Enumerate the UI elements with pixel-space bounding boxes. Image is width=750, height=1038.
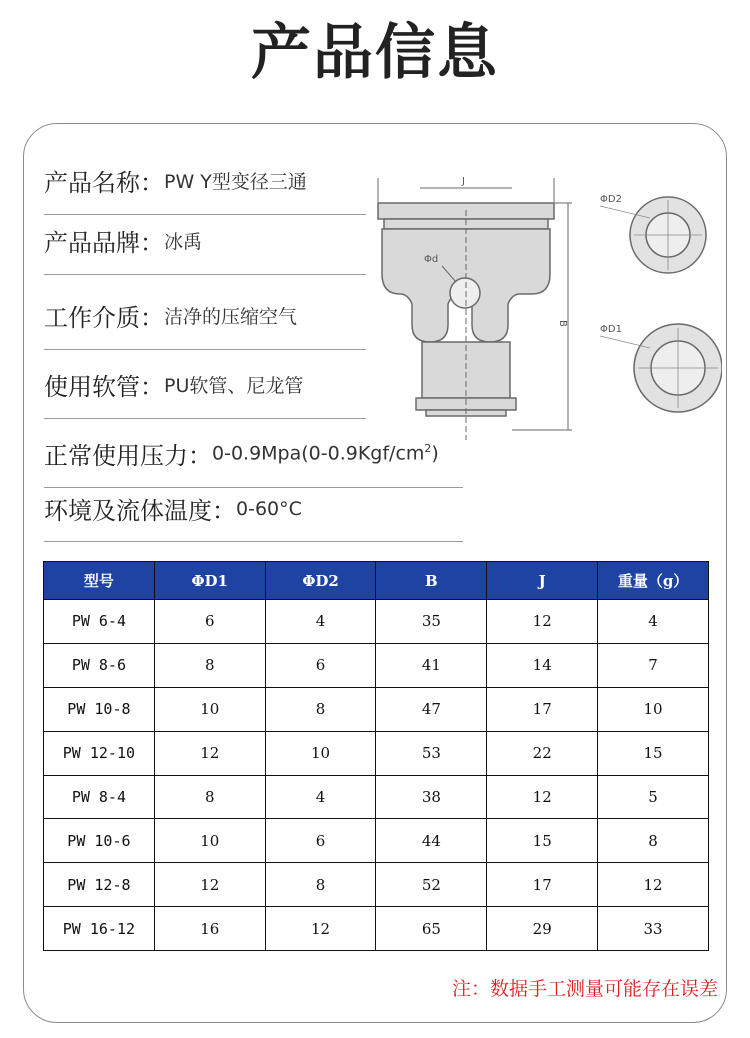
cell-j: 14 bbox=[487, 643, 598, 687]
end-view-d1-label: ΦD1 bbox=[600, 324, 622, 335]
cell-weight: 4 bbox=[598, 600, 709, 644]
cell-j: 15 bbox=[487, 819, 598, 863]
cell-weight: 7 bbox=[598, 643, 709, 687]
info-row-medium bbox=[44, 282, 366, 350]
table-row bbox=[44, 731, 709, 775]
info-label: 环境及流体温度： bbox=[44, 497, 236, 525]
bore-circle bbox=[450, 278, 480, 308]
column-header-d2: ΦD2 bbox=[265, 562, 376, 600]
info-row-hose bbox=[44, 351, 366, 419]
dim-j-label: J bbox=[462, 176, 465, 187]
cell-model: PW 10-6 bbox=[44, 819, 155, 863]
cell-d2: 6 bbox=[265, 643, 376, 687]
table-row bbox=[44, 819, 709, 863]
technical-drawing bbox=[372, 170, 722, 450]
cell-d2: 12 bbox=[265, 907, 376, 951]
info-value: 洁净的压缩空气 bbox=[164, 306, 298, 328]
cell-b: 52 bbox=[376, 863, 487, 907]
table-header-row bbox=[44, 562, 709, 600]
end-view-d2-label: ΦD2 bbox=[600, 194, 622, 205]
cell-d1: 10 bbox=[154, 687, 265, 731]
cell-model: PW 12-10 bbox=[44, 731, 155, 775]
disclaimer-note: 注：数据手工测量可能存在误差 bbox=[451, 978, 718, 1000]
info-row-temperature bbox=[44, 476, 463, 542]
cell-weight: 15 bbox=[598, 731, 709, 775]
column-header-d1: ΦD1 bbox=[154, 562, 265, 600]
cell-d1: 12 bbox=[154, 863, 265, 907]
table-row bbox=[44, 775, 709, 819]
cell-d2: 8 bbox=[265, 863, 376, 907]
cell-d1: 10 bbox=[154, 819, 265, 863]
info-value: $0-0.9Mpa(0-0.9Kgf/cm^2)$ bbox=[212, 442, 439, 465]
cell-d1: 6 bbox=[154, 600, 265, 644]
info-row-name bbox=[44, 147, 366, 215]
info-label: 正常使用压力： bbox=[44, 442, 212, 470]
column-header-weight: 重量（g） bbox=[598, 562, 709, 600]
cell-j: 29 bbox=[487, 907, 598, 951]
table-row bbox=[44, 643, 709, 687]
info-value: PU软管、尼龙管 bbox=[164, 375, 304, 397]
cell-d1: 8 bbox=[154, 643, 265, 687]
cell-model: PW 8-4 bbox=[44, 775, 155, 819]
column-header-j: J bbox=[487, 562, 598, 600]
cell-d2: 4 bbox=[265, 775, 376, 819]
cell-b: 35 bbox=[376, 600, 487, 644]
cell-b: 44 bbox=[376, 819, 487, 863]
cell-d1: 8 bbox=[154, 775, 265, 819]
cell-weight: 33 bbox=[598, 907, 709, 951]
cell-d2: 4 bbox=[265, 600, 376, 644]
page-title: 产品信息 bbox=[251, 18, 499, 88]
cell-d2: 6 bbox=[265, 819, 376, 863]
cell-b: 41 bbox=[376, 643, 487, 687]
table-row bbox=[44, 687, 709, 731]
cell-weight: 12 bbox=[598, 863, 709, 907]
spec-table bbox=[43, 561, 709, 951]
cell-j: 12 bbox=[487, 775, 598, 819]
cell-b: 47 bbox=[376, 687, 487, 731]
cell-model: PW 10-8 bbox=[44, 687, 155, 731]
info-value: 0-60°C bbox=[236, 497, 302, 520]
cell-d2: 8 bbox=[265, 687, 376, 731]
table-row bbox=[44, 907, 709, 951]
cell-j: 17 bbox=[487, 687, 598, 731]
table-row bbox=[44, 600, 709, 644]
cell-d1: 12 bbox=[154, 731, 265, 775]
info-label: 工作介质： bbox=[44, 304, 164, 332]
info-value: 冰禹 bbox=[164, 231, 203, 253]
cell-model: PW 8-6 bbox=[44, 643, 155, 687]
column-header-b: B bbox=[376, 562, 487, 600]
cell-b: 65 bbox=[376, 907, 487, 951]
dim-d-label: Φd bbox=[424, 254, 439, 265]
cell-weight: 8 bbox=[598, 819, 709, 863]
column-header-model: 型号 bbox=[44, 562, 155, 600]
table-row bbox=[44, 863, 709, 907]
cell-model: PW 12-8 bbox=[44, 863, 155, 907]
info-row-brand bbox=[44, 207, 366, 275]
dim-b-label: B bbox=[557, 320, 568, 327]
info-label: 产品名称： bbox=[44, 169, 164, 197]
cell-model: PW 16-12 bbox=[44, 907, 155, 951]
cell-weight: 5 bbox=[598, 775, 709, 819]
cell-b: 53 bbox=[376, 731, 487, 775]
cell-j: 12 bbox=[487, 600, 598, 644]
cell-j: 22 bbox=[487, 731, 598, 775]
info-label: 使用软管： bbox=[44, 373, 164, 401]
cell-j: 17 bbox=[487, 863, 598, 907]
info-value: PW Y型变径三通 bbox=[164, 171, 307, 193]
cell-b: 38 bbox=[376, 775, 487, 819]
cell-model: PW 6-4 bbox=[44, 600, 155, 644]
cell-weight: 10 bbox=[598, 687, 709, 731]
info-label: 产品品牌： bbox=[44, 229, 164, 257]
cell-d2: 10 bbox=[265, 731, 376, 775]
cell-d1: 16 bbox=[154, 907, 265, 951]
